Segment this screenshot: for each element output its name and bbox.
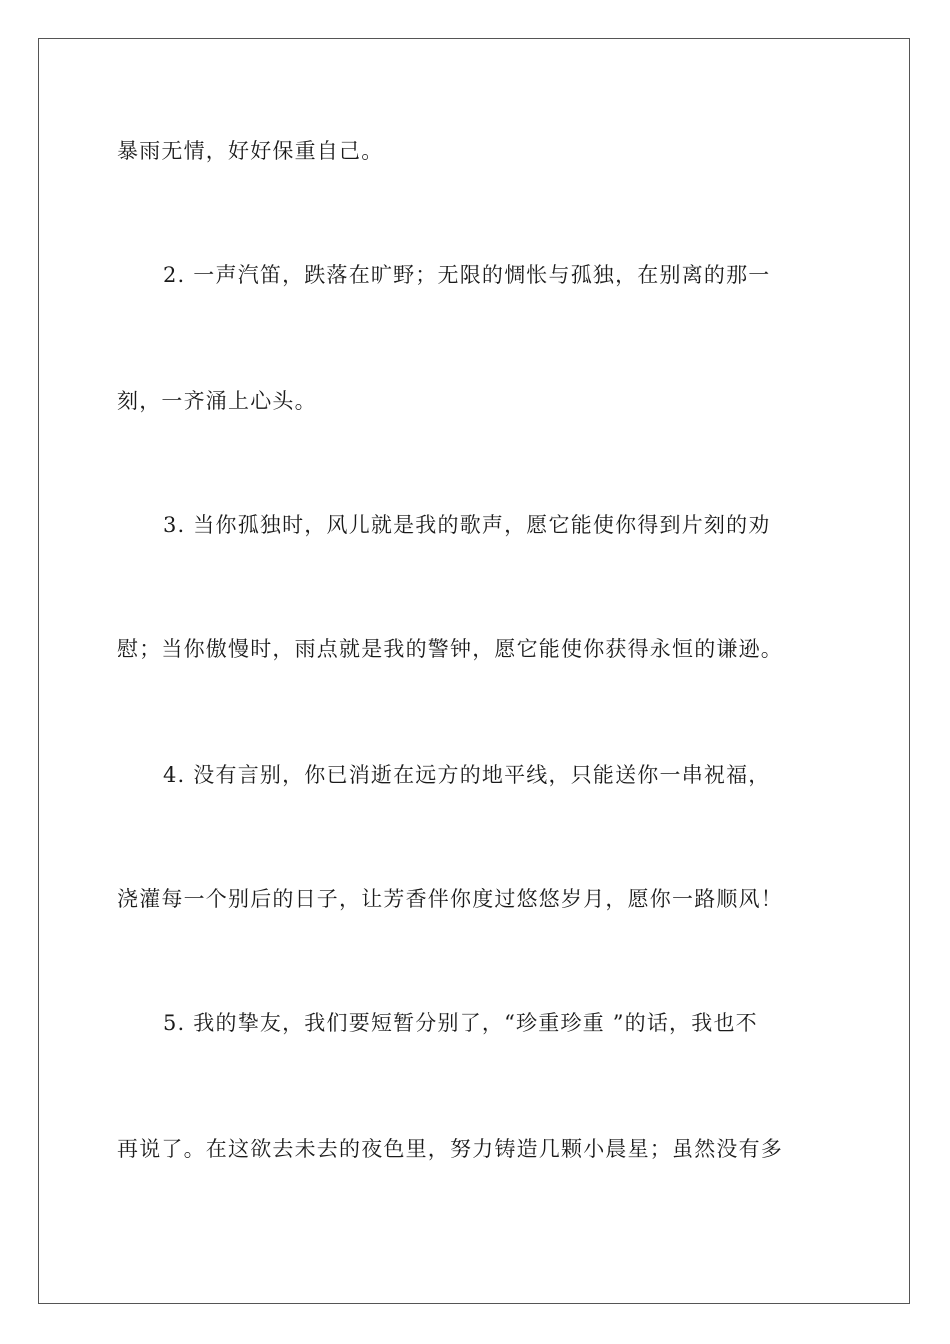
page-frame [38,38,910,1304]
text-line-7: 浇灌每一个别后的日子，让芳香伴你度过悠悠岁月，愿你一路顺风！ [117,887,783,911]
text-line-9: 再说了。在这欲去未去的夜色里，努力铸造几颗小晨星；虽然没有多 [117,1137,783,1161]
text-line-4: 3. 当你孤独时，风儿就是我的歌声，愿它能使你得到片刻的劝 [163,513,771,537]
text-line-2: 2. 一声汽笛，跌落在旷野；无限的惆怅与孤独，在别离的那一 [163,263,771,287]
text-line-5: 慰；当你傲慢时，雨点就是我的警钟，愿它能使你获得永恒的谦逊。 [117,637,783,661]
text-line-8: 5. 我的挚友，我们要短暂分别了，“珍重珍重 ”的话，我也不 [163,1011,758,1035]
text-line-6: 4. 没有言别，你已消逝在远方的地平线，只能送你一串祝福， [163,763,771,787]
text-line-3: 刻，一齐涌上心头。 [117,389,317,413]
text-line-1: 暴雨无情，好好保重自己。 [117,139,384,163]
